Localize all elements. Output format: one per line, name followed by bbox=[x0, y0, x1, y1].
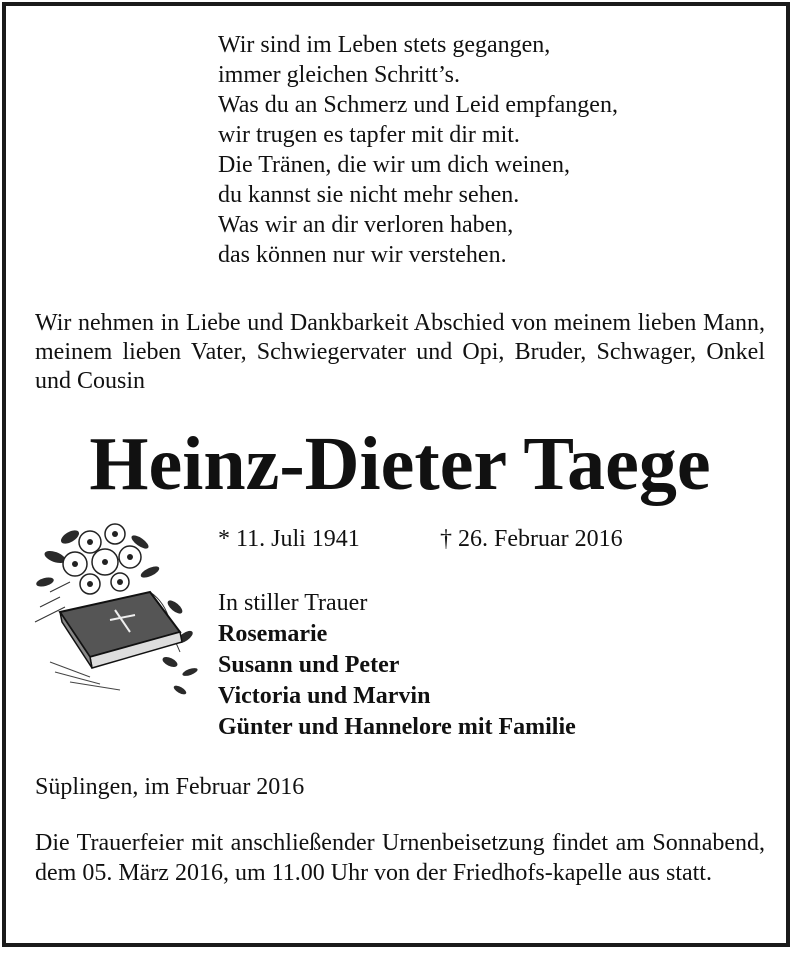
place-date: Süplingen, im Februar 2016 bbox=[35, 774, 305, 800]
poem-line: immer gleichen Schritt’s. bbox=[218, 62, 460, 88]
flowers-book-illustration-icon bbox=[30, 512, 200, 702]
poem-line: wir trugen es tapfer mit dir mit. bbox=[218, 122, 520, 148]
mourner-name: Susann und Peter bbox=[218, 652, 400, 678]
poem-line: du kannst sie nicht mehr sehen. bbox=[218, 182, 520, 208]
farewell-intro: Wir nehmen in Liebe und Dankbarkeit Abschied von meinem lieben Mann, meinem lieben Vater, Schwiegervater und Opi, Bruder, Schwager, Onkel und Cousin bbox=[35, 310, 765, 394]
funeral-notice: Die Trauerfeier mit anschließender Urnenbeisetzung findet am Sonnabend, dem 05. März 2016, um 11.00 Uhr von der Friedhofs-kapelle aus statt. bbox=[35, 830, 765, 886]
mourner-name: Rosemarie bbox=[218, 621, 328, 647]
poem-line: das können nur wir verstehen. bbox=[218, 242, 507, 268]
mourning-line: In stiller Trauer bbox=[218, 590, 368, 616]
birth-date: * 11. Juli 1941 bbox=[218, 526, 360, 552]
poem-line: Was du an Schmerz und Leid empfangen, bbox=[218, 92, 618, 118]
poem bbox=[218, 30, 618, 270]
poem-line: Die Tränen, die wir um dich weinen, bbox=[218, 152, 570, 178]
mourner-name: Günter und Hannelore mit Familie bbox=[218, 714, 576, 740]
death-date: † 26. Februar 2016 bbox=[440, 526, 623, 552]
mourners-block bbox=[218, 588, 576, 743]
mourner-name: Victoria und Marvin bbox=[218, 683, 431, 709]
deceased-name: Heinz-Dieter Taege bbox=[89, 422, 711, 506]
poem-line: Was wir an dir verloren haben, bbox=[218, 212, 514, 238]
poem-line: Wir sind im Leben stets gegangen, bbox=[218, 32, 551, 58]
